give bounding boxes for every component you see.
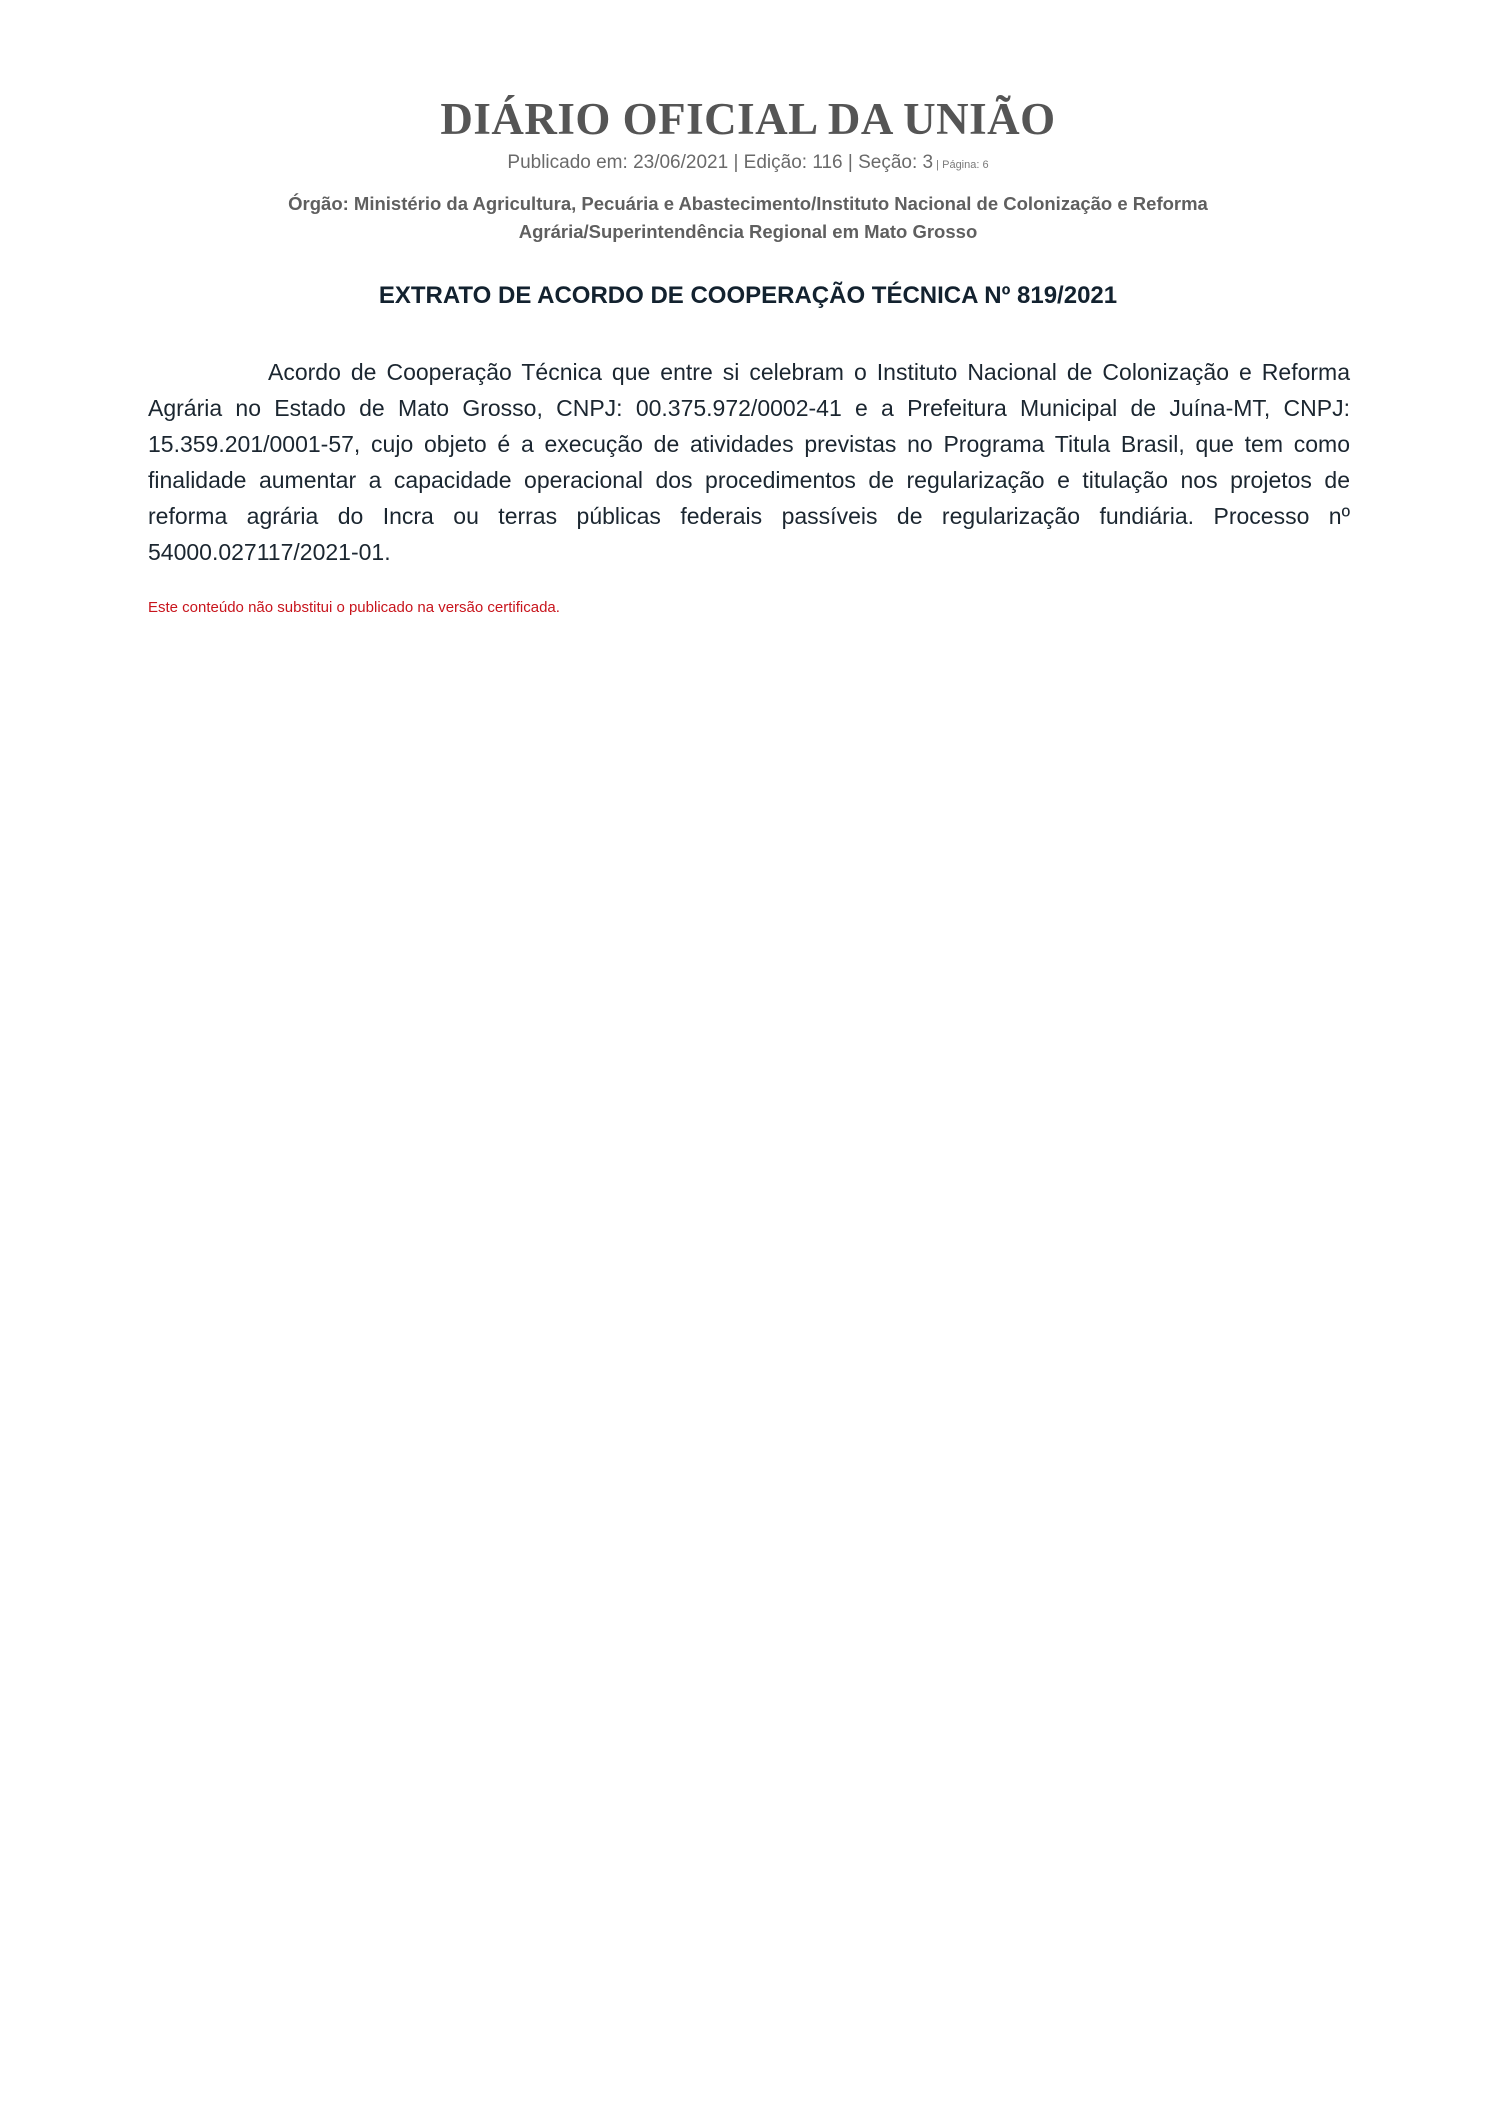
document-title: EXTRATO DE ACORDO DE COOPERAÇÃO TÉCNICA Nº 819/2021 bbox=[378, 282, 1118, 309]
separator: | bbox=[728, 152, 744, 173]
published-date: Publicado em: 23/06/2021 bbox=[507, 152, 729, 173]
masthead: DIÁRIO OFICIAL DA UNIÃO bbox=[440, 94, 1056, 144]
orgao: Órgão: Ministério da Agricultura, Pecuária e Abastecimento/Instituto Nacional de Colonização e Reforma Agrária/Superintendência Regional em Mato Grosso bbox=[288, 193, 1208, 242]
page-separator: | bbox=[933, 159, 943, 171]
section: Seção: 3 bbox=[858, 152, 934, 173]
separator: | bbox=[842, 152, 859, 173]
edition: Edição: 116 bbox=[743, 152, 843, 173]
document-header bbox=[148, 92, 1348, 246]
publication-info bbox=[148, 150, 1348, 178]
body-paragraph: Acordo de Cooperação Técnica que entre si celebram o Instituto Nacional de Colonização e Reforma Agrária no Estado de Mato Grosso, CNPJ: 00.375.972/0002-41 e a Prefeitura Municipal de Juína-MT, CNPJ: 15.359.201/0001-57, cujo objeto é a execução de atividades previstas no Programa Titula Brasil, que tem como finalidade aumentar a capacidade operacional dos procedimentos de regularização e titulação nos projetos de reforma agrária do Incra ou terras públicas federais passíveis de regularização fundiária. Processo nº 54000.027117/2021-01. bbox=[148, 359, 1350, 565]
page-number: Página: 6 bbox=[942, 159, 989, 171]
certification-notice: Este conteúdo não substitui o publicado na versão certificada. bbox=[148, 599, 560, 616]
